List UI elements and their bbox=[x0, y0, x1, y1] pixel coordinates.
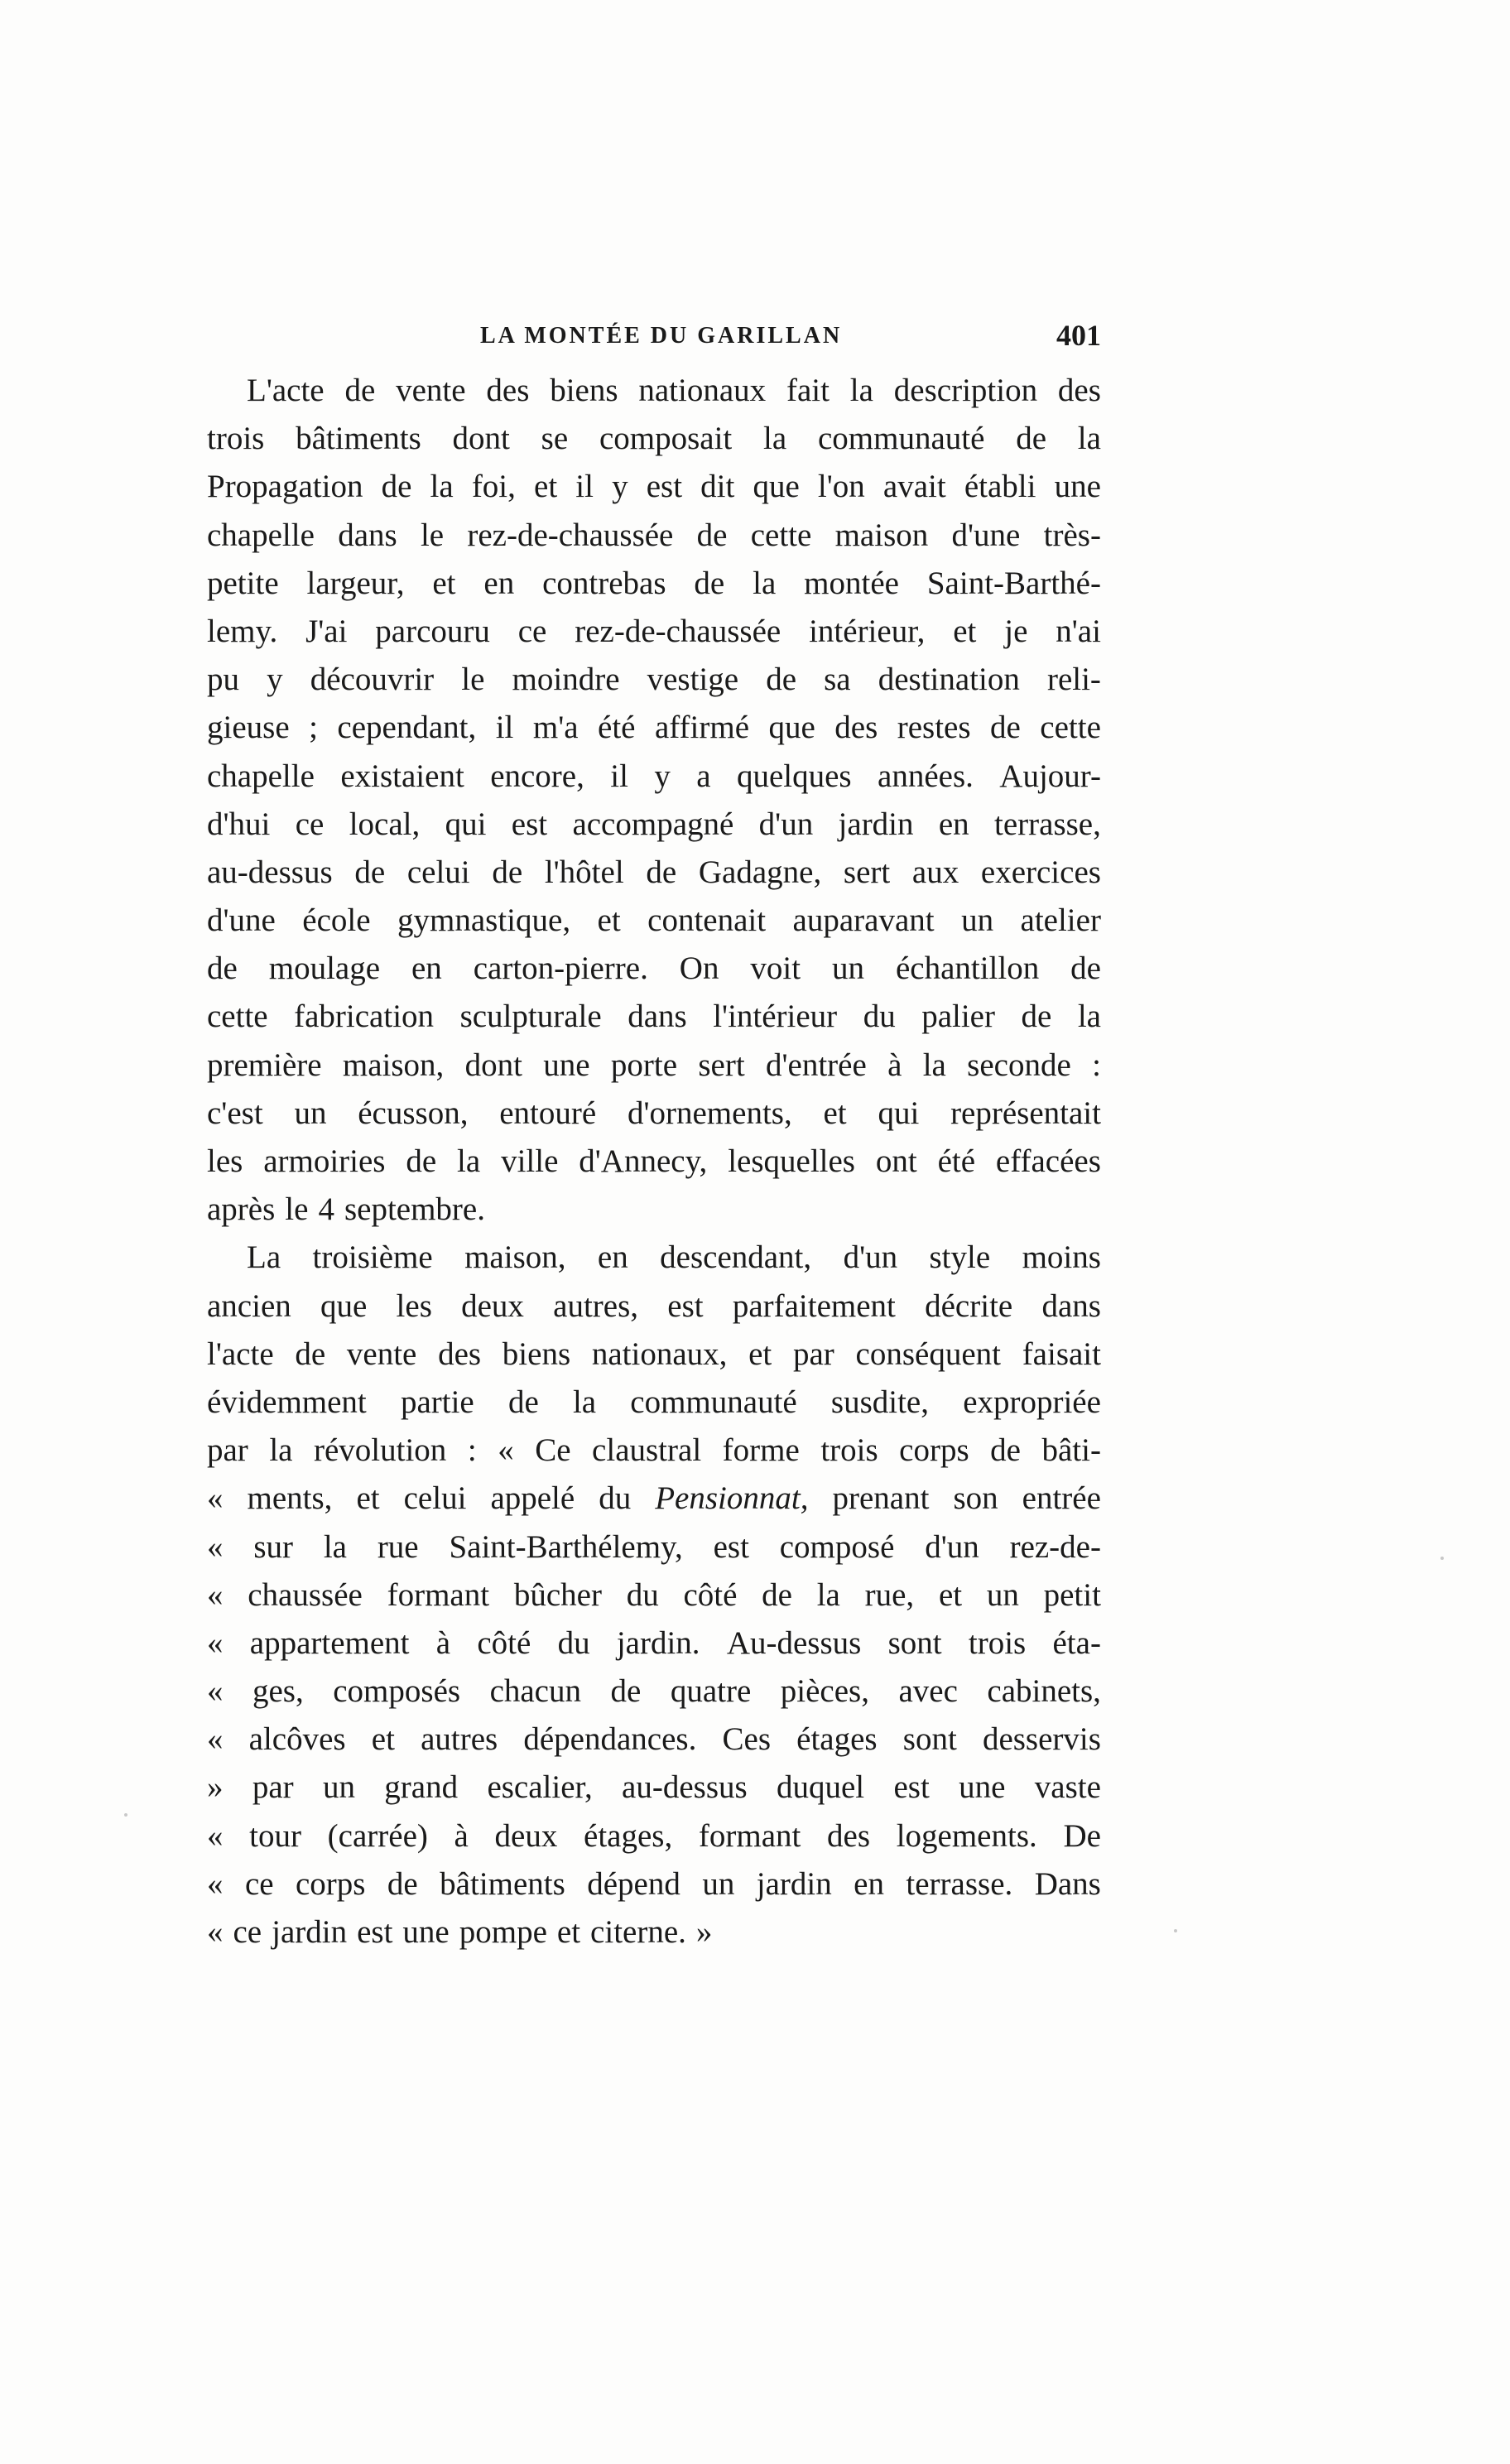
text-line: » par un grand escalier, au-dessus duquel est une vaste bbox=[207, 1769, 1101, 1806]
text-line: par la révolution : « Ce claustral forme trois corps de bâti- bbox=[207, 1432, 1101, 1469]
text-line: « chaussée formant bûcher du côté de la rue, et un petit bbox=[207, 1576, 1101, 1613]
text-line: les armoiries de la ville d'Annecy, lesquelles ont été effacées bbox=[207, 1143, 1101, 1179]
paper-speck bbox=[1440, 1557, 1444, 1560]
text-line: lemy. J'ai parcouru ce rez-de-chaussée intérieur, et je n'ai bbox=[207, 613, 1101, 649]
running-title: LA MONTÉE DU GARILLAN bbox=[480, 323, 843, 349]
text-line: c'est un écusson, entouré d'ornements, et qui représentait bbox=[207, 1095, 1101, 1131]
text-line: ancien que les deux autres, est parfaitement décrite dans bbox=[207, 1287, 1101, 1324]
running-head bbox=[207, 318, 1101, 364]
paper-speck bbox=[124, 1813, 127, 1817]
text-line: « alcôves et autres dépendances. Ces étages sont desservis bbox=[207, 1721, 1101, 1758]
text-line: chapelle dans le rez-de-chaussée de cette maison d'une très- bbox=[207, 517, 1101, 553]
page-number: 401 bbox=[1056, 319, 1101, 352]
text-line: après le 4 septembre. bbox=[207, 1191, 485, 1228]
text-line: « tour (carrée) à deux étages, formant des logements. De bbox=[207, 1817, 1101, 1854]
text-line: d'hui ce local, qui est accompagné d'un jardin en terrasse, bbox=[207, 806, 1101, 842]
text-line: L'acte de vente des biens nationaux fait la description des bbox=[247, 373, 1101, 408]
text-line: l'acte de vente des biens nationaux, et par conséquent faisait bbox=[207, 1335, 1101, 1372]
text-line: La troisième maison, en descendant, d'un style moins bbox=[247, 1239, 1101, 1276]
text-line: Propagation de la foi, et il y est dit que l'on avait établi une bbox=[207, 469, 1101, 505]
text-line: de moulage en carton-pierre. On voit un échantillon de bbox=[207, 950, 1101, 987]
body-text bbox=[207, 367, 1101, 1956]
text-line: « ges, composés chacun de quatre pièces, avec cabinets, bbox=[207, 1673, 1101, 1710]
text-line: « ments, et celui appelé du Pensionnat, prenant son entrée bbox=[207, 1480, 1101, 1517]
text-line: au-dessus de celui de l'hôtel de Gadagne, sert aux exercices bbox=[207, 854, 1101, 890]
text-line: évidemment partie de la communauté susdite, expropriée bbox=[207, 1384, 1101, 1420]
text-line: chapelle existaient encore, il y a quelques années. Aujour- bbox=[207, 758, 1101, 794]
text-line: « ce jardin est une pompe et citerne. » bbox=[207, 1914, 713, 1950]
text-line: première maison, dont une porte sert d'entrée à la seconde : bbox=[207, 1047, 1101, 1083]
text-line: pu y découvrir le moindre vestige de sa destination reli- bbox=[207, 662, 1101, 698]
text-line: petite largeur, et en contrebas de la montée Saint-Barthé- bbox=[207, 565, 1101, 601]
text-line: cette fabrication sculpturale dans l'intérieur du palier de la bbox=[207, 999, 1101, 1035]
text-line: « sur la rue Saint-Barthélemy, est composé d'un rez-de- bbox=[207, 1528, 1101, 1565]
text-line: d'une école gymnastique, et contenait auparavant un atelier bbox=[207, 902, 1101, 939]
text-line: « ce corps de bâtiments dépend un jardin en terrasse. Dans bbox=[207, 1865, 1101, 1902]
text-line: trois bâtiments dont se composait la communauté de la bbox=[207, 421, 1101, 457]
paper-speck bbox=[1174, 1929, 1177, 1932]
text-line: « appartement à côté du jardin. Au-dessus sont trois éta- bbox=[207, 1624, 1101, 1661]
text-line: gieuse ; cependant, il m'a été affirmé que des restes de cette bbox=[207, 710, 1101, 746]
